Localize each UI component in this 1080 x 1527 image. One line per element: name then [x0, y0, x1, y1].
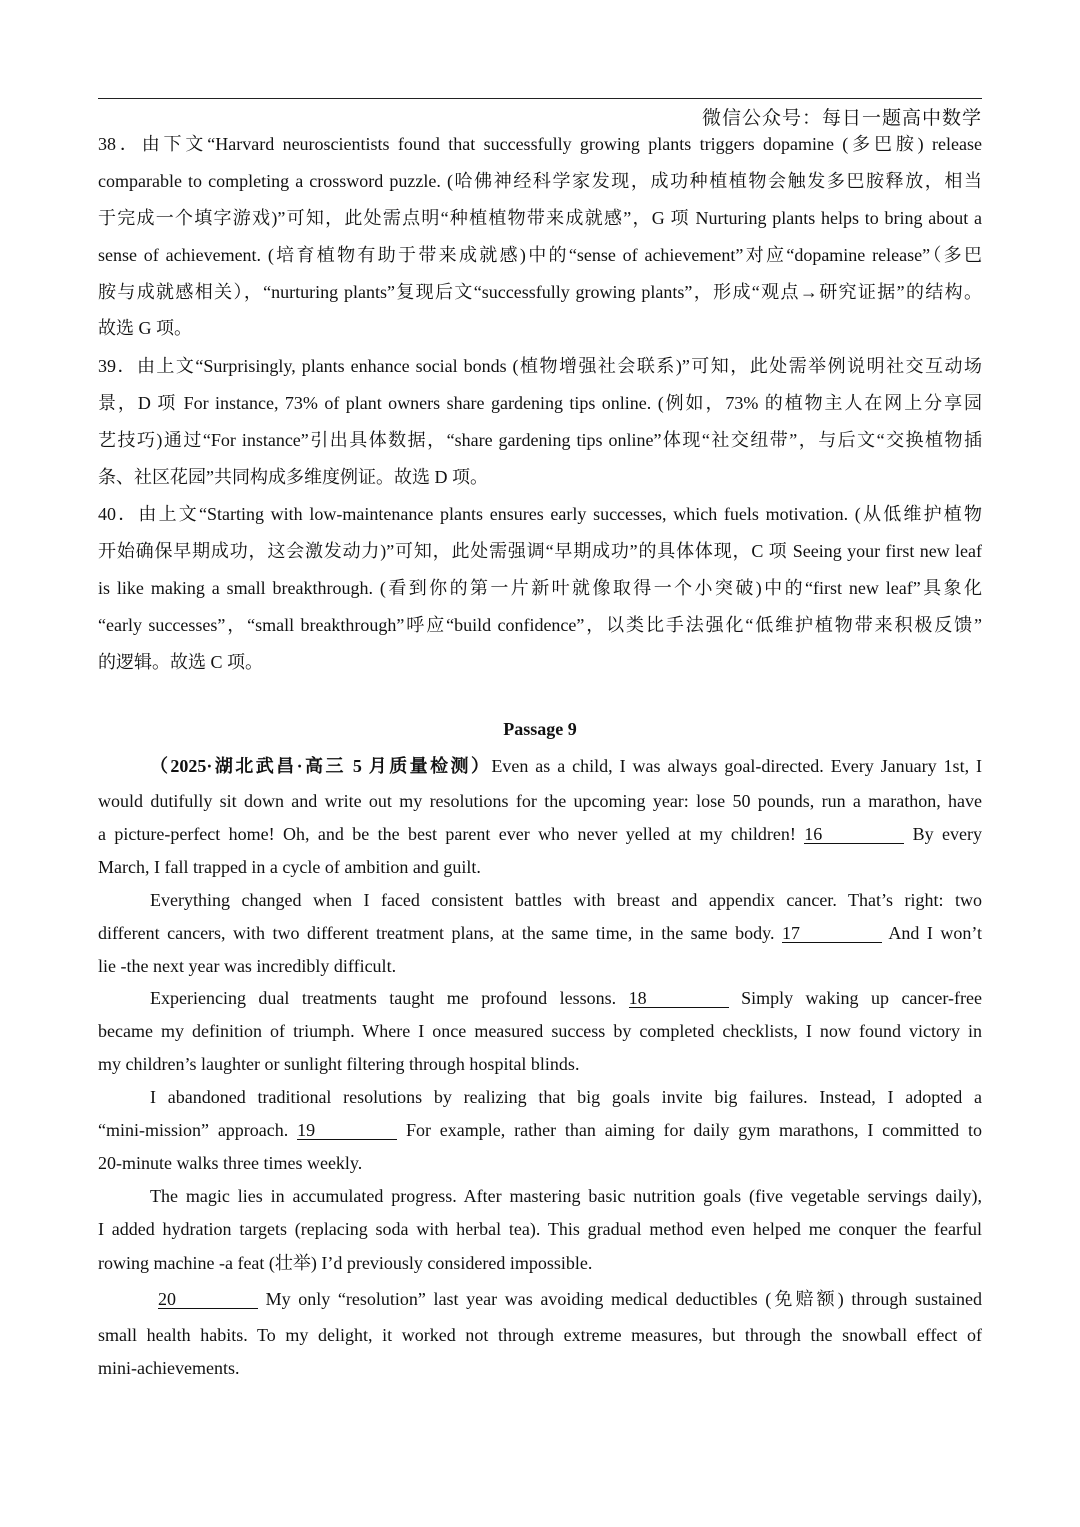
text-line	[98, 822, 982, 846]
text-segment: 38．由下文“Harvard neuroscientists found that successfully growing plants triggers dopamine (多巴胺) release	[98, 134, 982, 154]
text-line	[98, 428, 982, 452]
answer-blank: 18	[629, 989, 729, 1008]
text-segment: 的逻辑。故选 C 项。	[98, 652, 264, 672]
text-segment: small health habits. To my delight, it worked not through extreme measures, but through the snowball effect of	[98, 1325, 982, 1345]
text-segment: would dutifully sit down and write out my resolutions for the upcoming year: lose 50 pounds, run a marathon, have	[98, 791, 982, 811]
text-segment: By every	[904, 824, 982, 844]
text-line	[98, 1019, 982, 1043]
text-segment: rowing machine -a feat (壮举) I’d previously considered impossible.	[98, 1253, 593, 1273]
text-line	[98, 1356, 982, 1380]
text-segment: For example, rather than aiming for daily gym marathons, I committed to	[397, 1120, 982, 1140]
text-segment: different cancers, with two different treatment plans, at the same time, in the same body.	[98, 923, 782, 943]
text-segment: “mini-mission” approach.	[98, 1120, 298, 1140]
text-line	[98, 243, 982, 267]
text-line	[98, 1118, 982, 1142]
text-segment: 故选 G 项。	[98, 318, 192, 338]
text-line	[98, 316, 982, 340]
header-rule	[98, 98, 982, 99]
text-segment: 39．由上文“Surprisingly, plants enhance social bonds (植物增强社会联系)”可知，此处需举例说明社交互动场	[98, 356, 982, 376]
text-segment: 20-minute walks three times weekly.	[98, 1153, 363, 1173]
text-line	[98, 1052, 982, 1076]
text-segment: Experiencing dual treatments taught me profound lessons.	[150, 988, 629, 1008]
text-segment: sense of achievement. (培育植物有助于带来成就感)中的“sense of achievement”对应“dopamine release”（多巴	[98, 245, 982, 265]
answer-blank: 17	[782, 924, 882, 943]
text-line	[158, 1287, 982, 1311]
text-segment: 景，D 项 For instance, 73% of plant owners share gardening tips online. (例如，73% 的植物主人在网上分享园	[98, 393, 982, 413]
text-line	[98, 1217, 982, 1241]
text-segment: comparable to completing a crossword puzzle. (哈佛神经科学家发现，成功种植植物会触发多巴胺释放，相当	[98, 171, 982, 191]
text-line	[98, 391, 982, 415]
text-line	[98, 1323, 982, 1347]
text-line	[150, 1085, 982, 1109]
text-segment: I abandoned traditional resolutions by realizing that big goals invite big failures. Instead, I adopted a	[150, 1087, 982, 1107]
text-line	[98, 206, 982, 230]
text-segment: my children’s laughter or sunlight filtering through hospital blinds.	[98, 1054, 580, 1074]
text-segment: 条、社区花园”共同构成多维度例证。故选 D 项。	[98, 467, 488, 487]
text-segment: Simply waking up cancer-free	[728, 988, 982, 1008]
text-segment: And I won’t	[881, 923, 982, 943]
text-segment: lie -the next year was incredibly difficult.	[98, 956, 397, 976]
answer-blank: 20	[158, 1290, 258, 1309]
text-segment: became my definition of triumph. Where I once measured success by completed checklists, I now found victory in	[98, 1021, 982, 1041]
text-line	[98, 132, 982, 156]
text-line	[98, 789, 982, 813]
text-segment: March, I fall trapped in a cycle of ambition and guilt.	[98, 857, 481, 877]
text-segment: Even as a child, I was always goal-directed. Every January 1st, I	[491, 756, 982, 776]
text-segment: 于完成一个填字游戏)”可知，此处需点明“种植植物带来成就感”，G 项 Nurturing plants helps to bring about a	[98, 208, 982, 228]
text-line	[98, 1251, 982, 1275]
text-segment: Everything changed when I faced consistent battles with breast and appendix cancer. That’s right: two	[150, 890, 982, 910]
text-line	[98, 650, 982, 674]
text-segment: I added hydration targets (replacing soda with herbal tea). This gradual method even helped me conquer the fearful	[98, 1219, 982, 1239]
text-segment: mini-achievements.	[98, 1358, 240, 1378]
text-line	[98, 613, 982, 637]
passage-title: Passage 9	[503, 719, 577, 739]
text-line	[98, 921, 982, 945]
header-watermark: 微信公众号：每日一题高中数学	[701, 107, 982, 129]
text-line	[98, 169, 982, 193]
text-segment: “early successes”，“small breakthrough”呼应“build confidence”，以类比手法强化“低维护植物带来积极反馈”	[98, 615, 982, 635]
text-line	[98, 502, 982, 526]
answer-blank: 19	[297, 1121, 397, 1140]
text-line	[98, 855, 982, 879]
text-segment: is like making a small breakthrough. (看到你的第一片新叶就像取得一个小突破)中的“first new leaf”具象化	[98, 578, 982, 598]
text-line	[98, 354, 982, 378]
text-line	[98, 539, 982, 563]
text-segment: The magic lies in accumulated progress. After mastering basic nutrition goals (five vegetable servings daily),	[150, 1186, 982, 1206]
text-line	[98, 576, 982, 600]
text-line	[150, 888, 982, 912]
text-segment: 艺技巧)通过“For instance”引出具体数据，“share gardening tips online”体现“社交纽带”，与后文“交换植物插	[98, 430, 982, 450]
text-line	[98, 280, 982, 304]
text-segment: 40．由上文“Starting with low-maintenance plants ensures early successes, which fuels motivation. (从低维护植物	[98, 504, 982, 524]
text-line	[98, 1151, 982, 1175]
text-segment: My only “resolution” last year was avoiding medical deductibles (免赔额) through sustained	[258, 1289, 982, 1309]
text-segment: 胺与成就感相关），“nurturing plants”复现后文“successfully growing plants”，形成“观点→研究证据”的结构。	[98, 282, 982, 302]
text-segment: 开始确保早期成功，这会激发动力)”可知，此处需强调“早期成功”的具体体现，C 项 Seeing your first new leaf	[98, 541, 982, 561]
text-line	[150, 1184, 982, 1208]
text-line	[150, 986, 982, 1010]
answer-blank: 16	[804, 825, 904, 844]
text-line	[150, 754, 982, 778]
text-segment: a picture-perfect home! Oh, and be the best parent ever who never yelled at my children!	[98, 824, 805, 844]
passage-source: （2025·湖北武昌·高三 5 月质量检测）	[150, 756, 492, 776]
text-line	[98, 465, 982, 489]
text-line	[98, 954, 982, 978]
